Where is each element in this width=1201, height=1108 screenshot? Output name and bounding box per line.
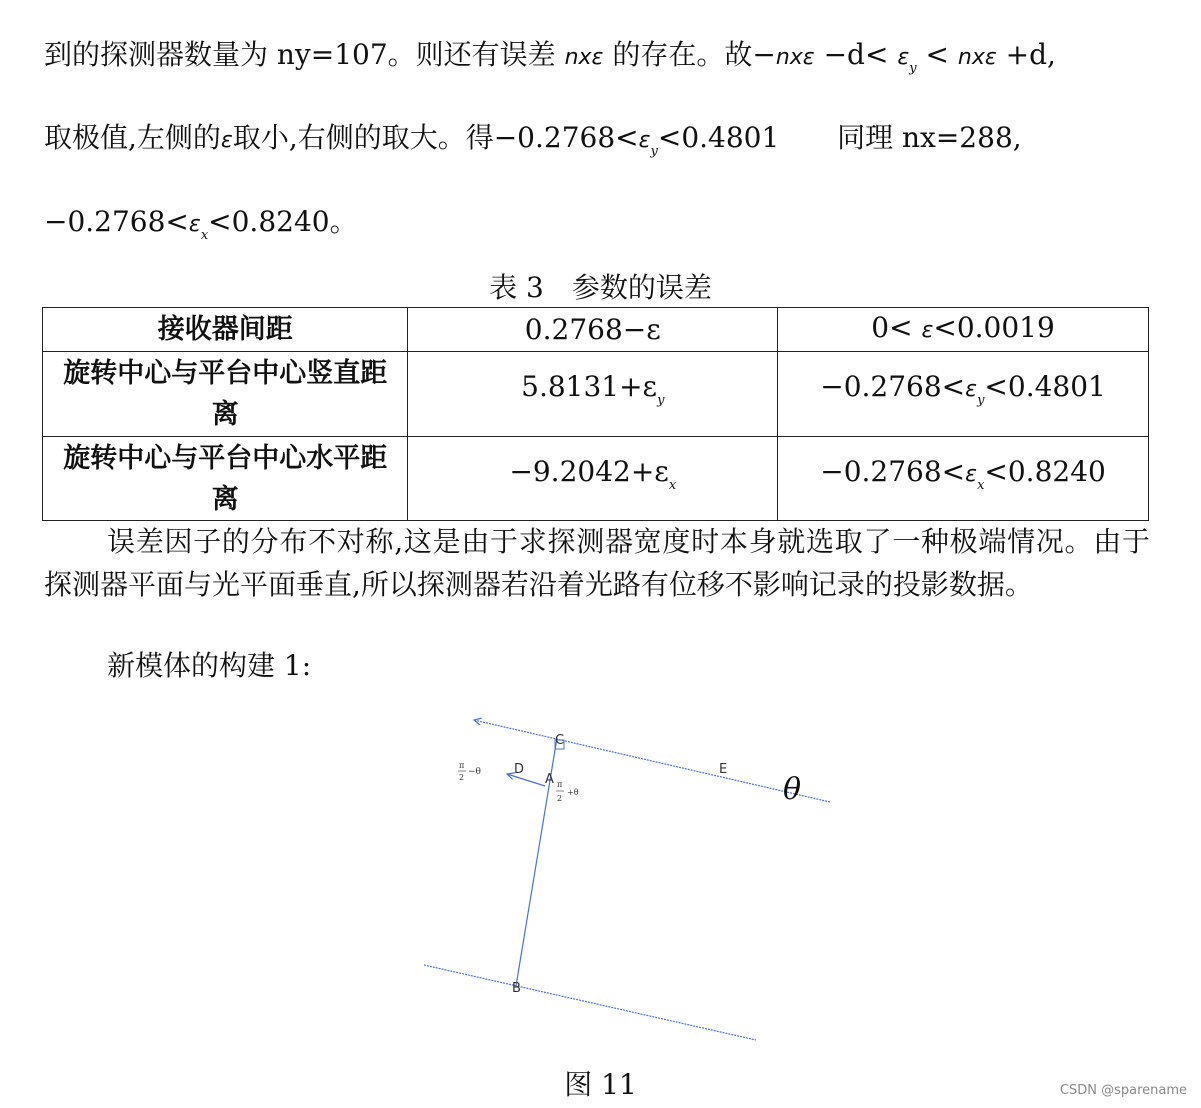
paragraph-error-asymmetry: 误差因子的分布不对称,这是由于求探测器宽度时本身就选取了一种极端情况。由于探测器平面与光平面垂直,所以探测器若沿着光路有位移不影响记录的投影数据。	[44, 525, 1150, 601]
label-minus-theta: −θ	[468, 767, 481, 777]
arrow-AD	[507, 774, 545, 786]
label-D: D	[514, 762, 525, 777]
text-fragment: <0.8240。	[208, 205, 358, 238]
label-theta: θ	[783, 772, 802, 807]
label-A: A	[545, 772, 554, 787]
math-nxe: nxε	[564, 45, 604, 70]
line-B	[424, 965, 756, 1040]
math-subscript: x	[977, 477, 985, 493]
math-nxe: nxε	[775, 45, 815, 70]
text-fragment: 到的探测器数量为 ny=107。则还有误差	[44, 38, 556, 71]
math-epsilon: ε	[965, 461, 978, 487]
math-epsilon: ε	[921, 318, 934, 343]
label-B: B	[512, 981, 521, 996]
math-subscript: y	[650, 144, 658, 159]
math-nxe: nxε	[957, 45, 997, 70]
label-pi: π	[459, 761, 465, 770]
math-epsilon: ε	[965, 377, 978, 402]
paragraph-new-phantom: 新模体的构建 1:	[107, 649, 312, 682]
math-epsilon: ε	[188, 212, 201, 237]
text-fragment: <0.4801	[657, 121, 780, 154]
math-epsilon: ε	[220, 128, 233, 153]
label-pi: π	[557, 780, 563, 789]
cell-text: 0.2768−ε	[524, 312, 661, 346]
text-fragment: <	[925, 38, 949, 71]
text-fragment: −d<	[823, 38, 889, 71]
label-E: E	[719, 762, 728, 777]
math-epsilon: ε	[897, 45, 910, 70]
text-fragment: 的存在。故−	[612, 38, 776, 71]
math-subscript: x	[668, 477, 677, 493]
table-cell-name: 旋转中心与平台中心竖直距离	[43, 352, 408, 437]
watermark: CSDN @sparename	[1059, 1083, 1187, 1098]
text-fragment: 取极值,左侧的	[44, 121, 221, 154]
math-subscript: y	[657, 393, 665, 408]
math-subscript: y	[977, 393, 985, 408]
label-two: 2	[459, 773, 465, 782]
cell-text: −9.2042+ε	[509, 454, 669, 488]
text-fragment: −0.2768<	[44, 205, 189, 238]
cell-text: <0.4801	[984, 370, 1106, 403]
label-plus-theta: +θ	[567, 788, 579, 797]
table-caption: 表 3 参数的误差	[489, 271, 712, 304]
figure-caption: 图 11	[564, 1068, 637, 1101]
math-epsilon: ε	[638, 128, 651, 153]
table-cell-name: 旋转中心与平台中心水平距离	[43, 437, 408, 521]
label-two: 2	[557, 794, 563, 803]
table-cell-name: 接收器间距	[43, 308, 408, 352]
label-C: C	[555, 733, 565, 748]
text-fragment: 取小,右侧的取大。得−0.2768<	[232, 121, 639, 154]
text-fragment: +d,	[1005, 38, 1056, 71]
math-subscript: y	[909, 61, 917, 76]
cell-text: 5.8131+ε	[521, 370, 658, 403]
cell-text: −0.2768<	[820, 454, 966, 488]
cell-text: −0.2768<	[820, 370, 966, 403]
line-CE	[474, 720, 830, 802]
text-fragment: 同理 nx=288,	[837, 121, 1022, 154]
cell-text: <0.8240	[984, 454, 1106, 488]
math-subscript: x	[200, 228, 209, 243]
cell-text: 0<	[871, 311, 913, 344]
cell-text: <0.0019	[933, 311, 1055, 344]
